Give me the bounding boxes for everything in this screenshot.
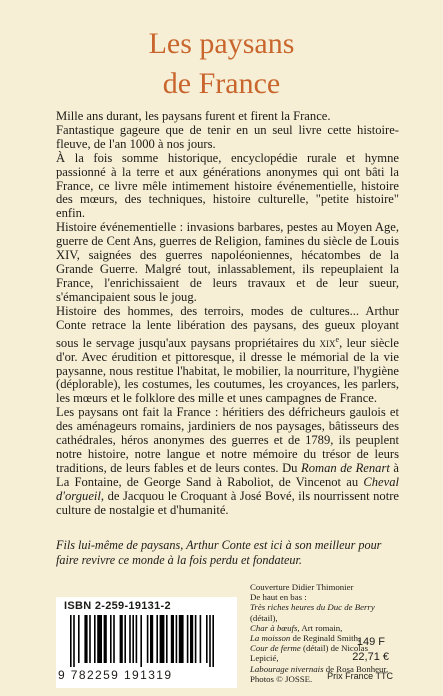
paragraph-6-part-c: , de Jacquou le Croquant à José Bové, ils nourrissent notre culture de nostalgie et d'humanité.: [56, 488, 399, 517]
barcode-bar: [129, 615, 131, 663]
barcode-bar: [171, 615, 174, 663]
paragraph-2: Fantastique gageure que de tenir en un seul livre cette histoire-fleuve, de l'an 1000 à nos jours.: [56, 122, 399, 151]
paragraph-5-part-a: Histoire des hommes, des terroirs, modes de cultures... Arthur Conte retrace la lente libération des paysans, des gueux ployant sous le servage jusqu'aux paysans propriétaires du: [56, 303, 399, 350]
barcode-bar: [195, 615, 197, 663]
credit-line-5-text: de Reginald Smith,: [290, 633, 361, 644]
isbn-label: ISBN 2-259-19131-2: [64, 600, 171, 612]
barcode-bar: [206, 615, 208, 663]
author-quote: Fils lui-même de paysans, Arthur Conte est ici à son meilleur pour faire revivre ce monde à la fois perdu et fondateur.: [56, 538, 382, 567]
price-euros: 22,71 €: [352, 651, 389, 663]
barcode-bar: [70, 615, 72, 667]
ean-digits: 9 782259 191319: [58, 668, 173, 682]
price-francs: 149 F: [356, 636, 385, 648]
credit-line-3-italic: Très riches heures du Duc de Berry: [250, 602, 375, 613]
title-line-2: de France: [162, 67, 281, 100]
barcode-bar: [132, 615, 134, 663]
credit-line-4-text: Art romain,: [299, 622, 343, 633]
barcode-bar: [160, 615, 165, 663]
barcode-bar: [94, 615, 96, 663]
barcode-block: [56, 597, 237, 688]
barcode-bar: [209, 615, 211, 667]
barcode-bar: [150, 615, 153, 663]
blurb: [56, 110, 399, 517]
title-line-1: Les paysans: [148, 27, 295, 60]
credit-line-8: Photos © JOSSE.: [250, 673, 313, 684]
barcode-bar: [140, 615, 142, 667]
barcode-bar: [110, 615, 112, 663]
paragraph-6-part-a: Les paysans ont fait la France : héritiers des défricheurs gaulois et des aménageurs romains, jardiniers de nos paysages, bâtisseurs des cathédrales, héros anonymes des guerres et de 1789, ils peuplent notre histoire, notre langue et notre mémoire du trésor de leurs traditions, de leurs fables et de leurs contes. Du: [56, 405, 399, 475]
credit-line-6-text: (détail) de Nicolas Lepicié,: [250, 643, 368, 664]
cheval-orgueil-title: Cheval d'orgueil: [56, 474, 399, 503]
credit-line-4-italic: Char à bœufs,: [250, 622, 300, 633]
barcode-bar: [190, 615, 193, 663]
paragraph-5-part-b: , leur siècle d'or. Avec érudition et pittoresque, il dresse le mémorial de la vie paysanne, nous restitue l'habitat, le mobilier, la nourriture, l'hygiène (déplorable), les costumes, les coutumes, les croyances, les parlers, les mœurs et le folklore des mille et unes campagnes de France.: [56, 335, 399, 406]
price-label: Prix France TTC: [327, 671, 393, 681]
barcode-bar: [104, 615, 107, 663]
barcode-bar: [78, 615, 80, 663]
credit-line-5-italic: La moisson: [250, 633, 291, 644]
credit-line-4: [250, 623, 390, 633]
barcode-bar: [120, 615, 123, 663]
barcode-bar: [136, 615, 138, 663]
paragraph-5: [56, 305, 399, 407]
roman-de-renart-title: Roman de Renart: [301, 460, 390, 475]
paragraph-1: Mille ans durant, les paysans furent et firent la France.: [56, 109, 331, 123]
barcode-bar: [84, 615, 87, 663]
credit-line-7-text: de Rosa Bonheur,: [323, 663, 389, 674]
paragraph-6-part-b: à La Fontaine, de George Sand à Raboliot, de Vincenot au: [56, 460, 399, 489]
barcode-bar: [156, 615, 158, 663]
paragraph-4: Histoire événementielle : invasions barbares, pestes au Moyen Age, guerre de Cent Ans, guerres de Religion, famines du siècle de Louis XIV, saignées des guerres napoléoniennes, hécatombes de la Grande Guerre. Malgré tout, inlassablement, ils repeuplaient la France, l'enrichissaient de leurs travaux et de leur sueur, s'émancipaient sous le joug.: [56, 220, 399, 304]
book-title: [0, 24, 443, 104]
barcode-bar: [187, 615, 189, 663]
credit-line-3-text: (détail),: [250, 612, 278, 623]
barcode-bar: [166, 615, 168, 663]
barcode-bar: [73, 615, 75, 667]
barcode-bar: [113, 615, 115, 663]
barcode-bar: [212, 615, 214, 667]
paragraph-6: [56, 406, 399, 517]
barcode-bar: [97, 615, 102, 663]
barcode-bar: [179, 615, 184, 663]
century-numeral: xix: [319, 335, 336, 350]
credit-line-2: De haut en bas :: [250, 592, 307, 603]
cover-credits: [250, 582, 390, 684]
century-superscript: e: [335, 334, 340, 344]
barcode-bar: [124, 615, 126, 663]
barcode-bar: [89, 615, 91, 663]
barcode-bar: [176, 615, 178, 663]
barcode-bar: [200, 615, 202, 663]
credit-line-6-italic: Cour de ferme: [250, 643, 301, 654]
barcode-bar: [147, 615, 149, 663]
credit-line-3: [250, 602, 390, 622]
credit-line-1: Couverture Didier Thimonier: [250, 582, 354, 592]
paragraph-3: À la fois somme historique, encyclopédie rurale et hymne passionné à la terre et aux générations anonymes qui ont bâti la France, ce livre mêle intimement histoire événementielle, histoire des mœurs, des techniques, histoire culturelle, "petite histoire" enfin.: [56, 150, 399, 221]
credit-line-7-italic: Labourage nivernais: [250, 663, 324, 674]
barcode-bars: [70, 615, 226, 667]
